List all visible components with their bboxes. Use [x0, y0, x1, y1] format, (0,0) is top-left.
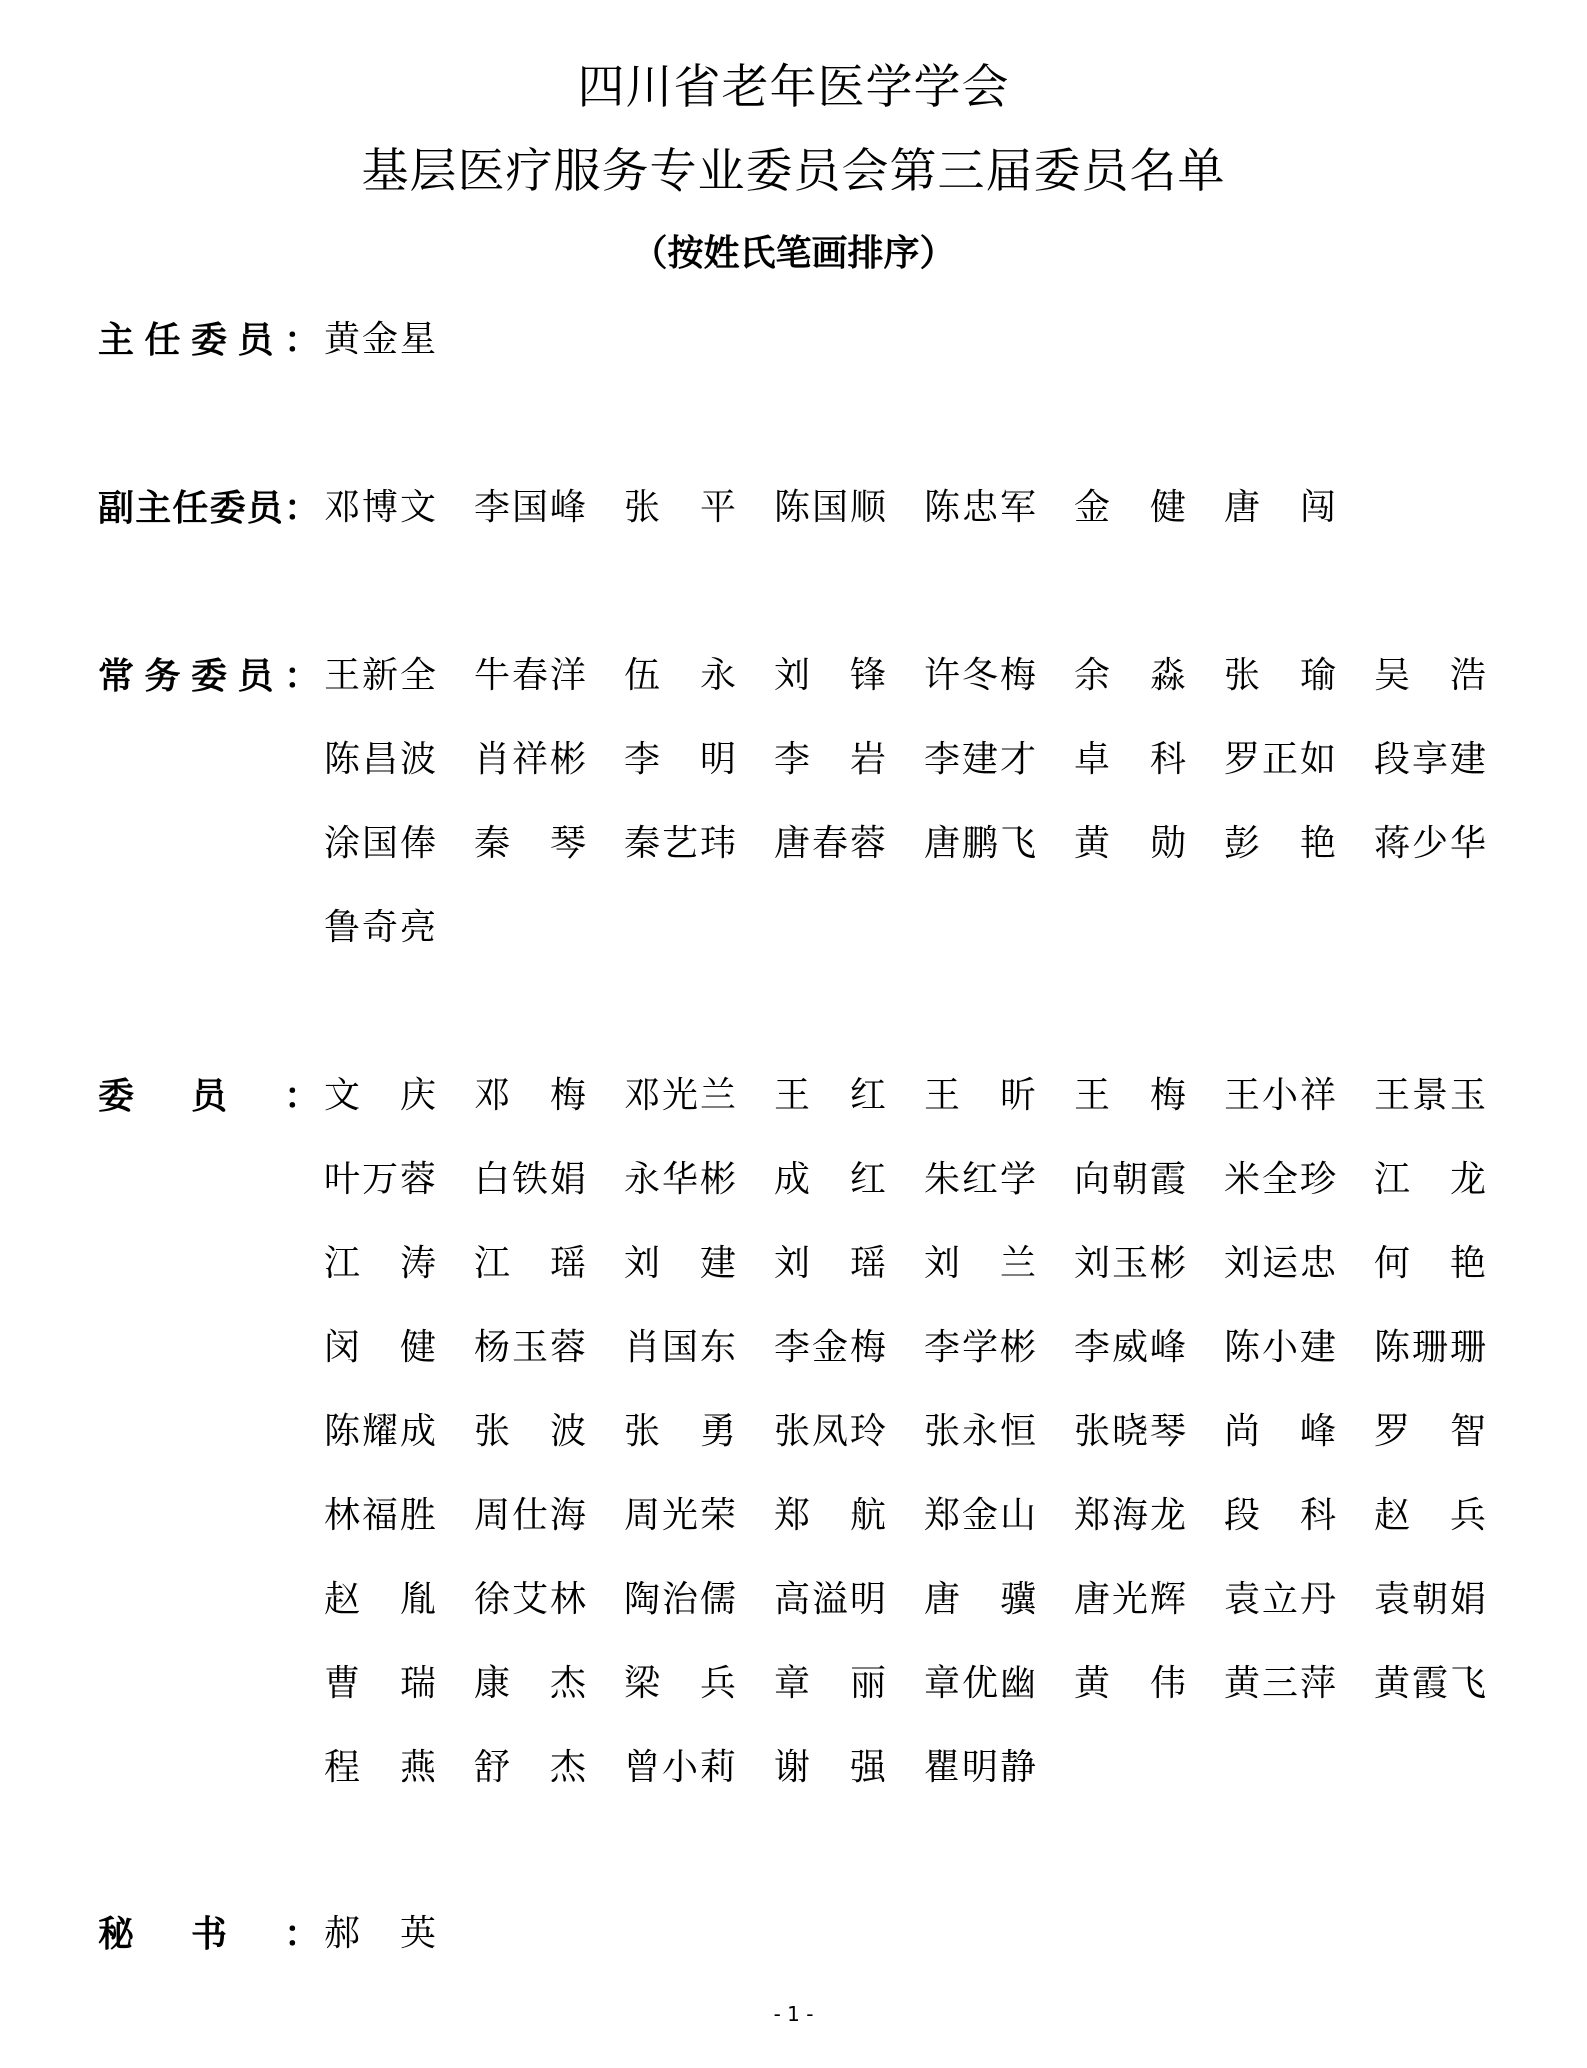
member-name: 周 光 荣: [624, 1495, 736, 1536]
member-name: 王 红: [774, 1075, 886, 1116]
member-name: 文 庆: [324, 1075, 436, 1116]
member-name: 涂 国 俸: [324, 823, 436, 864]
member-name: 朱 红 学: [924, 1159, 1036, 1200]
member-name: 江 涛: [324, 1243, 436, 1284]
member-name: 尚 峰: [1224, 1411, 1336, 1452]
member-name: 张 波: [474, 1411, 586, 1452]
member-name: 赵 兵: [1374, 1495, 1486, 1536]
member-name: 邓 光 兰: [624, 1075, 736, 1116]
member-name: 段 享 建: [1374, 739, 1486, 780]
member-name: 陈 耀 成: [324, 1411, 436, 1452]
member-name: 郝 英: [324, 1913, 436, 1954]
member-name: 江 瑶: [474, 1243, 586, 1284]
member-name: 李 建 才: [924, 739, 1036, 780]
member-name: 李 岩: [774, 739, 886, 780]
member-name: 吴 浩: [1374, 655, 1486, 696]
member-name: 叶 万 蓉: [324, 1159, 436, 1200]
member-name: 唐 春 蓉: [774, 823, 886, 864]
member-name: 陈 国 顺: [774, 487, 886, 528]
page-number: - 1 -: [773, 2002, 814, 2026]
member-name: 李 金 梅: [774, 1327, 886, 1368]
member-name: 曹 瑞: [324, 1663, 436, 1704]
member-name: 陈 昌 波: [324, 739, 436, 780]
section-label: 秘 书 ：: [98, 1913, 320, 1955]
member-name: 张 平: [624, 487, 736, 528]
name-list: [324, 316, 1524, 364]
section-label: 委 员 ：: [98, 1075, 320, 1117]
member-name: 张 凤 玲: [774, 1411, 886, 1452]
member-name: 瞿 明 静: [924, 1747, 1036, 1788]
section-label: 主 任 委 员 ：: [98, 319, 320, 361]
member-name: 黄 金 星: [324, 319, 436, 360]
member-name: 陈 忠 军: [924, 487, 1036, 528]
member-name: 唐 骥: [924, 1579, 1036, 1620]
member-name: 刘 锋: [774, 655, 886, 696]
member-name: 段 科: [1224, 1495, 1336, 1536]
member-name: 梁 兵: [624, 1663, 736, 1704]
member-name: 王 新 全: [324, 655, 436, 696]
member-name: 陶 治 儒: [624, 1579, 736, 1620]
member-name: 袁 朝 娟: [1374, 1579, 1486, 1620]
member-name: 牛 春 洋: [474, 655, 586, 696]
member-name: 肖 国 东: [624, 1327, 736, 1368]
member-name: 卓 科: [1074, 739, 1186, 780]
member-name: 张 晓 琴: [1074, 1411, 1186, 1452]
document-title-line2: 基层医疗服务专业委员会第三届委员名单: [361, 144, 1226, 199]
member-name: 何 艳: [1374, 1243, 1486, 1284]
member-name: 郑 航: [774, 1495, 886, 1536]
member-name: 永 华 彬: [624, 1159, 736, 1200]
member-name: 章 丽: [774, 1663, 886, 1704]
member-name: 高 溢 明: [774, 1579, 886, 1620]
member-name: 谢 强: [774, 1747, 886, 1788]
section-label: 常 务 委 员 ：: [98, 655, 320, 697]
member-name: 陈 小 建: [1224, 1327, 1336, 1368]
member-name: 余 淼: [1074, 655, 1186, 696]
member-name: 舒 杰: [474, 1747, 586, 1788]
member-name: 刘 瑶: [774, 1243, 886, 1284]
member-name: 王 昕: [924, 1075, 1036, 1116]
member-name: 李 明: [624, 739, 736, 780]
member-name: 张 勇: [624, 1411, 736, 1452]
member-name: 肖 祥 彬: [474, 739, 586, 780]
member-name: 林 福 胜: [324, 1495, 436, 1536]
member-name: 彭 艳: [1224, 823, 1336, 864]
name-list: [324, 652, 1524, 952]
member-name: 王 小 祥: [1224, 1075, 1336, 1116]
member-name: 邓 博 文: [324, 487, 436, 528]
member-name: 袁 立 丹: [1224, 1579, 1336, 1620]
member-name: 周 仕 海: [474, 1495, 586, 1536]
member-name: 蒋 少 华: [1374, 823, 1486, 864]
member-name: 秦 艺 玮: [624, 823, 736, 864]
member-name: 陈 珊 珊: [1374, 1327, 1486, 1368]
member-name: 伍 永: [624, 655, 736, 696]
name-list: [324, 1910, 1524, 1958]
name-list: [324, 484, 1524, 532]
member-name: 唐 光 辉: [1074, 1579, 1186, 1620]
member-name: 郑 金 山: [924, 1495, 1036, 1536]
member-name: 罗 智: [1374, 1411, 1486, 1452]
member-name: 江 龙: [1374, 1159, 1486, 1200]
sort-note: （按姓氏笔画排序）: [631, 232, 956, 274]
member-name: 唐 鹏 飞: [924, 823, 1036, 864]
document-title-line1: 四川省老年医学学会: [577, 60, 1010, 115]
member-name: 张 永 恒: [924, 1411, 1036, 1452]
member-name: 张 瑜: [1224, 655, 1336, 696]
member-name: 王 梅: [1074, 1075, 1186, 1116]
member-name: 邓 梅: [474, 1075, 586, 1116]
member-name: 刘 建: [624, 1243, 736, 1284]
member-name: 秦 琴: [474, 823, 586, 864]
member-name: 黄 霞 飞: [1374, 1663, 1486, 1704]
member-name: 闵 健: [324, 1327, 436, 1368]
member-name: 白 铁 娟: [474, 1159, 586, 1200]
member-name: 鲁 奇 亮: [324, 907, 436, 948]
member-name: 黄 三 萍: [1224, 1663, 1336, 1704]
member-name: 康 杰: [474, 1663, 586, 1704]
member-name: 李 学 彬: [924, 1327, 1036, 1368]
member-name: 赵 胤: [324, 1579, 436, 1620]
member-name: 徐 艾 林: [474, 1579, 586, 1620]
member-name: 郑 海 龙: [1074, 1495, 1186, 1536]
member-name: 刘 玉 彬: [1074, 1243, 1186, 1284]
member-name: 许 冬 梅: [924, 655, 1036, 696]
name-list: [324, 1072, 1524, 1792]
member-name: 唐 闯: [1224, 487, 1336, 528]
member-name: 程 燕: [324, 1747, 436, 1788]
member-name: 李 国 峰: [474, 487, 586, 528]
member-name: 黄 勋: [1074, 823, 1186, 864]
section-label: 副 主 任 委 员 ：: [98, 487, 320, 529]
member-name: 李 威 峰: [1074, 1327, 1186, 1368]
member-name: 金 健: [1074, 487, 1186, 528]
member-name: 成 红: [774, 1159, 886, 1200]
member-name: 曾 小 莉: [624, 1747, 736, 1788]
member-name: 罗 正 如: [1224, 739, 1336, 780]
member-name: 王 景 玉: [1374, 1075, 1486, 1116]
member-name: 向 朝 霞: [1074, 1159, 1186, 1200]
member-name: 刘 兰: [924, 1243, 1036, 1284]
member-name: 黄 伟: [1074, 1663, 1186, 1704]
member-name: 章 优 幽: [924, 1663, 1036, 1704]
member-name: 米 全 珍: [1224, 1159, 1336, 1200]
member-name: 杨 玉 蓉: [474, 1327, 586, 1368]
member-name: 刘 运 忠: [1224, 1243, 1336, 1284]
